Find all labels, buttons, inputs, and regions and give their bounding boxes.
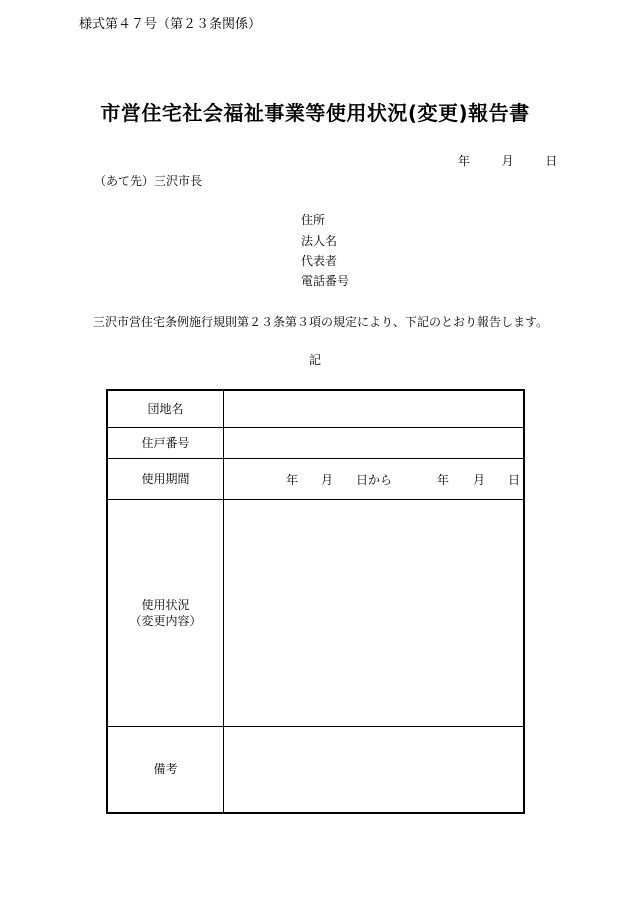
row-usage-status: [108, 500, 523, 727]
unit-number-field[interactable]: [224, 428, 523, 458]
row-unit-number: [108, 428, 523, 459]
report-form-table: [106, 389, 525, 814]
date-day-label: 日: [545, 154, 558, 168]
report-date-line: [458, 152, 557, 169]
report-statement: 三沢市営住宅条例施行規則第２３条第３項の規定により、下記のとおり報告します。: [93, 315, 549, 329]
complex-name-label: 団地名: [108, 391, 224, 427]
unit-number-label: 住戸番号: [108, 428, 224, 458]
row-complex-name: [108, 391, 523, 428]
period-from-month: 月: [321, 472, 334, 487]
date-year-label: 年: [458, 154, 471, 168]
row-usage-period: [108, 459, 523, 500]
addressee: （あて先）三沢市長: [94, 174, 203, 188]
usage-status-label-line2: （変更内容）: [129, 614, 202, 628]
complex-name-field[interactable]: [224, 391, 523, 427]
row-remarks: [108, 727, 523, 812]
applicant-address-label: 住所: [301, 213, 326, 227]
applicant-phone-label: 電話番号: [301, 274, 350, 288]
form-number: 様式第４７号（第２３条関係）: [79, 17, 262, 32]
remarks-field[interactable]: [224, 727, 523, 812]
date-month-label: 月: [501, 154, 514, 168]
remarks-label: 備考: [108, 727, 224, 812]
usage-status-label: [108, 500, 224, 726]
document-title: 市営住宅社会福祉事業等使用状況(変更)報告書: [100, 101, 530, 125]
usage-period-field[interactable]: [224, 459, 523, 499]
period-to-day: 日: [508, 472, 521, 487]
period-from-year: 年: [286, 472, 299, 487]
usage-period-label: 使用期間: [108, 459, 224, 499]
usage-status-label-line1: 使用状況: [141, 597, 190, 612]
period-to-year: 年: [437, 472, 450, 487]
period-from-day: 日から: [356, 472, 393, 487]
ki-heading: 記: [308, 353, 321, 367]
usage-status-field[interactable]: [224, 500, 523, 726]
period-to-month: 月: [473, 472, 486, 487]
applicant-corporation-label: 法人名: [301, 234, 338, 248]
applicant-representative-label: 代表者: [301, 254, 338, 268]
